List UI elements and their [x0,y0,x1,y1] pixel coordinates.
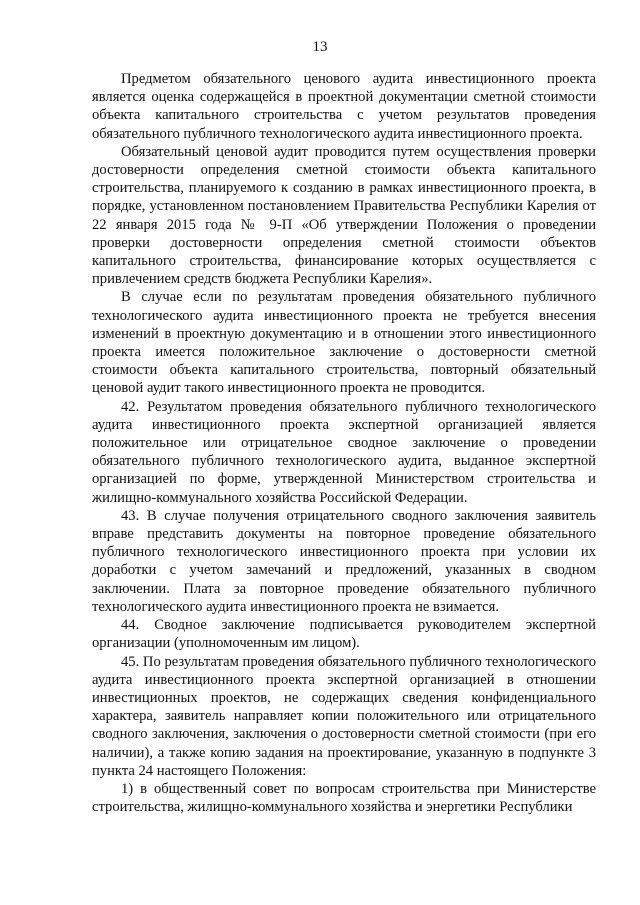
paragraph-price-audit-procedure: Обязательный ценовой аудит проводится путем осуществления проверки достоверности определения сметной стоимости объекта капитального строительства, планируемого к созданию в рамках инвестиционного проекта, в порядке, установленном постановлением Правительства Республики Карелия от 22 января 2015 года № 9-П «Об утверждении Положения о проведении проверки достоверности определения сметной стоимости объектов капитального строительства, финансирование которых осуществляется с привлечением средств бюджета Республики Карелия». [92,143,596,288]
paragraph-item-44: 44. Сводное заключение подписывается руководителем экспертной организации (уполномоченным им лицом). [92,617,596,652]
document-body [92,70,596,816]
paragraph-price-audit-subject: Предметом обязательного ценового аудита инвестиционного проекта является оценка содержащейся в проектной документации сметной стоимости объекта капитального строительства с учетом результатов проведения обязательного публичного технологического аудита инвестиционного проекта. [92,71,596,142]
paragraph-item-45: 45. По результатам проведения обязательного публичного технологического аудита инвестиционного проекта экспертной организацией в отношении инвестиционных проектов, не содержащих сведения конфиденциального характера, заявитель направляет копии положительного или отрицательного сводного заключения, заключения о достоверности сметной стоимости (при его наличии), а также копию задания на проектирование, указанную в подпункте 3 пункта 24 настоящего Положения: [92,653,596,779]
page-number: 13 [312,39,328,55]
paragraph-item-43: 43. В случае получения отрицательного сводного заключения заявитель вправе представить документы на повторное проведение обязательного публичного технологического инвестиционного проекта при условии их доработки с учетом замечаний и предложений, указанных в сводном заключении. Плата за повторное проведение обязательного публичного технологического аудита инвестиционного проекта не взимается. [92,507,596,615]
paragraph-repeat-audit-exemption: В случае если по результатам проведения обязательного публичного технологического аудита инвестиционного проекта не требуется внесения изменений в проектную документацию и в отношении этого инвестиционного проекта имеется положительное заключение о достоверности сметной стоимости объекта капитального строительства, повторный обязательный ценовой аудит такого инвестиционного проекта не проводится. [92,289,596,397]
paragraph-subitem-1: 1) в общественный совет по вопросам строительства при Министерстве строительства, жилищно-коммунального хозяйства и энергетики Республики [92,780,596,816]
paragraph-item-42: 42. Результатом проведения обязательного публичного технологического аудита инвестиционного проекта экспертной организацией является положительное или отрицательное сводное заключение о проведении обязательного публичного технологического аудита, выданное экспертной организацией по форме, утвержденной Министерством строительства и жилищно-коммунального хозяйства Российской Федерации. [92,398,596,506]
